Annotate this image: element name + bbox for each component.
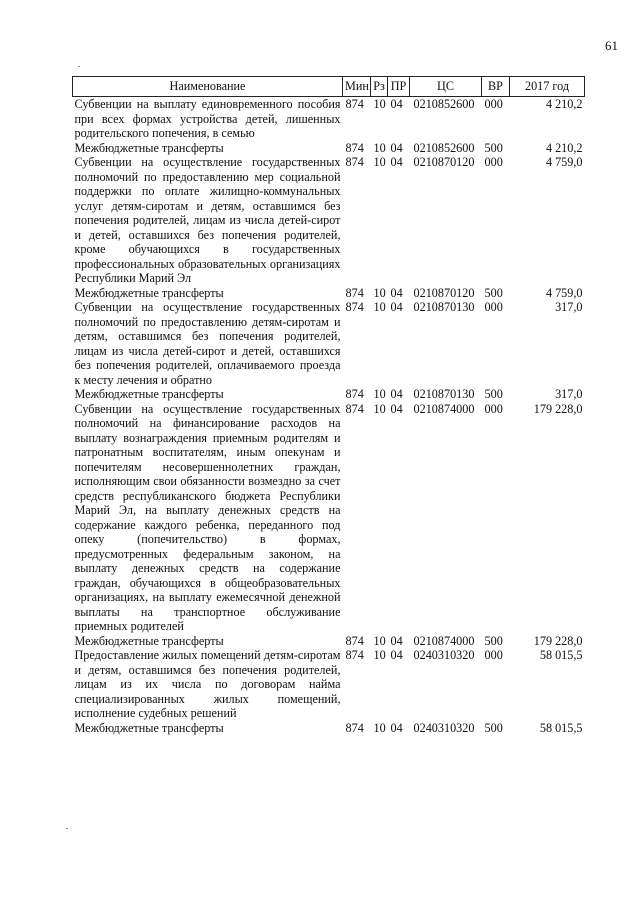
row-pr-cell: 04 <box>390 720 403 735</box>
header-cs: ЦС <box>410 77 482 97</box>
row-min-cell: 874 <box>345 155 364 169</box>
table-row <box>73 97 585 141</box>
row-cs-cell: 0210874000 <box>413 633 475 648</box>
table-header-row <box>73 77 585 97</box>
row-cs-cell: 0240310320 <box>413 648 475 662</box>
row-sum-cell: 58 015,5 <box>539 720 583 735</box>
row-pr-cell: 04 <box>390 300 403 314</box>
row-rz-cell: 10 <box>373 720 386 735</box>
row-pr-cell: 04 <box>390 155 403 169</box>
header-min: Мин <box>343 77 371 97</box>
row-cs-cell: 0210870120 <box>413 155 475 169</box>
row-rz-cell: 10 <box>373 285 386 300</box>
row-name-cell: Субвенции на осуществление государственных полномочий по предоставлению детям-сиротам и детям, оставшимся без попечения родителей, лицам из числа детей-сирот и детей, оставшихся без попечения родителей, оплачиваемого проезда к месту лечения и обратно <box>74 300 341 387</box>
row-rz-cell: 10 <box>373 401 386 416</box>
row-name-cell: Межбюджетные трансферты <box>74 285 224 300</box>
budget-table <box>72 76 585 735</box>
table-row <box>73 387 585 402</box>
row-vr-cell: 500 <box>484 633 503 648</box>
row-vr-cell: 000 <box>484 97 503 111</box>
row-pr-cell: 04 <box>390 387 403 401</box>
row-rz-cell: 10 <box>373 300 386 314</box>
row-min-cell: 874 <box>345 648 364 662</box>
row-rz-cell: 10 <box>373 140 386 155</box>
row-name-cell: Субвенции на выплату единовременного пособия при всех формах устройства детей, лишенных родительского попечения, в семью <box>74 97 341 140</box>
table-row <box>73 634 585 649</box>
row-sum-cell: 4 210,2 <box>545 140 583 155</box>
row-rz-cell: 10 <box>373 633 386 648</box>
row-vr-cell: 500 <box>484 387 503 401</box>
scan-speck <box>66 828 68 829</box>
header-rz: Рз <box>371 77 388 97</box>
row-pr-cell: 04 <box>390 633 403 648</box>
row-vr-cell: 500 <box>484 720 503 735</box>
header-pr: ПР <box>388 77 410 97</box>
header-name: Наименование <box>73 77 343 97</box>
row-cs-cell: 0210852600 <box>413 140 475 155</box>
row-sum-cell: 4 759,0 <box>545 155 583 169</box>
row-pr-cell: 04 <box>390 140 403 155</box>
row-sum-cell: 179 228,0 <box>533 401 583 416</box>
row-cs-cell: 0210870130 <box>413 300 475 314</box>
row-name-cell: Предоставление жилых помещений детям-сиротам и детям, оставшимся без попечения родителей, лицам из их числа по договорам найма специализированных жилых помещений, исполнение судебных решений <box>74 648 341 720</box>
row-rz-cell: 10 <box>373 155 386 169</box>
row-rz-cell: 10 <box>373 648 386 662</box>
table-row <box>73 155 585 286</box>
row-cs-cell: 0240310320 <box>413 720 475 735</box>
row-vr-cell: 000 <box>484 401 503 416</box>
scan-speck <box>78 66 80 67</box>
page-number: 61 <box>605 38 618 53</box>
table-body <box>73 97 585 736</box>
row-cs-cell: 0210852600 <box>413 97 475 111</box>
row-vr-cell: 500 <box>484 285 503 300</box>
table-row <box>73 300 585 387</box>
table-row <box>73 286 585 301</box>
row-min-cell: 874 <box>345 285 364 300</box>
row-cs-cell: 0210870120 <box>413 285 475 300</box>
table-row <box>73 141 585 156</box>
row-vr-cell: 000 <box>484 300 503 314</box>
row-name-cell: Субвенции на осуществление государственных полномочий по предоставлению мер социальной поддержки по оплате жилищно-коммунальных услуг детям-сиротам и детям, оставшимся без попечения родителей, лицам из числа детей-сирот и детей, оставшихся без попечения родителей, кроме обучающихся в государственных профессиональных образовательных организациях Республики Марий Эл <box>74 155 341 285</box>
table-row <box>73 648 585 721</box>
table-row <box>73 721 585 736</box>
row-name-cell: Межбюджетные трансферты <box>74 720 224 735</box>
row-min-cell: 874 <box>345 97 364 111</box>
row-pr-cell: 04 <box>390 97 403 111</box>
row-min-cell: 874 <box>345 387 364 401</box>
row-sum-cell: 58 015,5 <box>539 648 583 662</box>
row-sum-cell: 4 759,0 <box>545 285 583 300</box>
row-sum-cell: 4 210,2 <box>545 97 583 111</box>
row-name-cell: Межбюджетные трансферты <box>74 633 224 648</box>
header-year: 2017 год <box>510 77 585 97</box>
row-min-cell: 874 <box>345 140 364 155</box>
row-cs-cell: 0210870130 <box>413 387 475 401</box>
row-name-cell: Субвенции на осуществление государственных полномочий на финансирование расходов на выплату вознаграждения приемным родителям и патронатным воспитателям, иным опекунам и попечителям несовершеннолетних граждан, исполняющим свои обязанности возмездно за счет средств республиканского бюджета Республики Марий Эл, на выплату денежных средств на содержание каждого ребенка, переданного под опеку (попечительство) в формах, предусмотренных федеральным законом, на выплату денежных средств на содержание граждан, обучающихся в общеобразовательных организациях, на выплату ежемесячной денежной выплаты на транспортное обслуживание приемных родителей <box>74 401 341 633</box>
row-sum-cell: 317,0 <box>555 300 583 314</box>
row-min-cell: 874 <box>345 720 364 735</box>
row-vr-cell: 500 <box>484 140 503 155</box>
row-min-cell: 874 <box>345 300 364 314</box>
row-min-cell: 874 <box>345 401 364 416</box>
row-pr-cell: 04 <box>390 401 403 416</box>
row-cs-cell: 0210874000 <box>413 401 475 416</box>
row-rz-cell: 10 <box>373 97 386 111</box>
row-name-cell: Межбюджетные трансферты <box>74 140 224 155</box>
header-vr: ВР <box>482 77 510 97</box>
row-sum-cell: 179 228,0 <box>533 633 583 648</box>
row-name-cell: Межбюджетные трансферты <box>74 387 224 401</box>
table-row <box>73 402 585 634</box>
row-pr-cell: 04 <box>390 648 403 662</box>
row-vr-cell: 000 <box>484 155 503 169</box>
row-min-cell: 874 <box>345 633 364 648</box>
row-rz-cell: 10 <box>373 387 386 401</box>
row-sum-cell: 317,0 <box>555 387 583 401</box>
row-vr-cell: 000 <box>484 648 503 662</box>
row-pr-cell: 04 <box>390 285 403 300</box>
